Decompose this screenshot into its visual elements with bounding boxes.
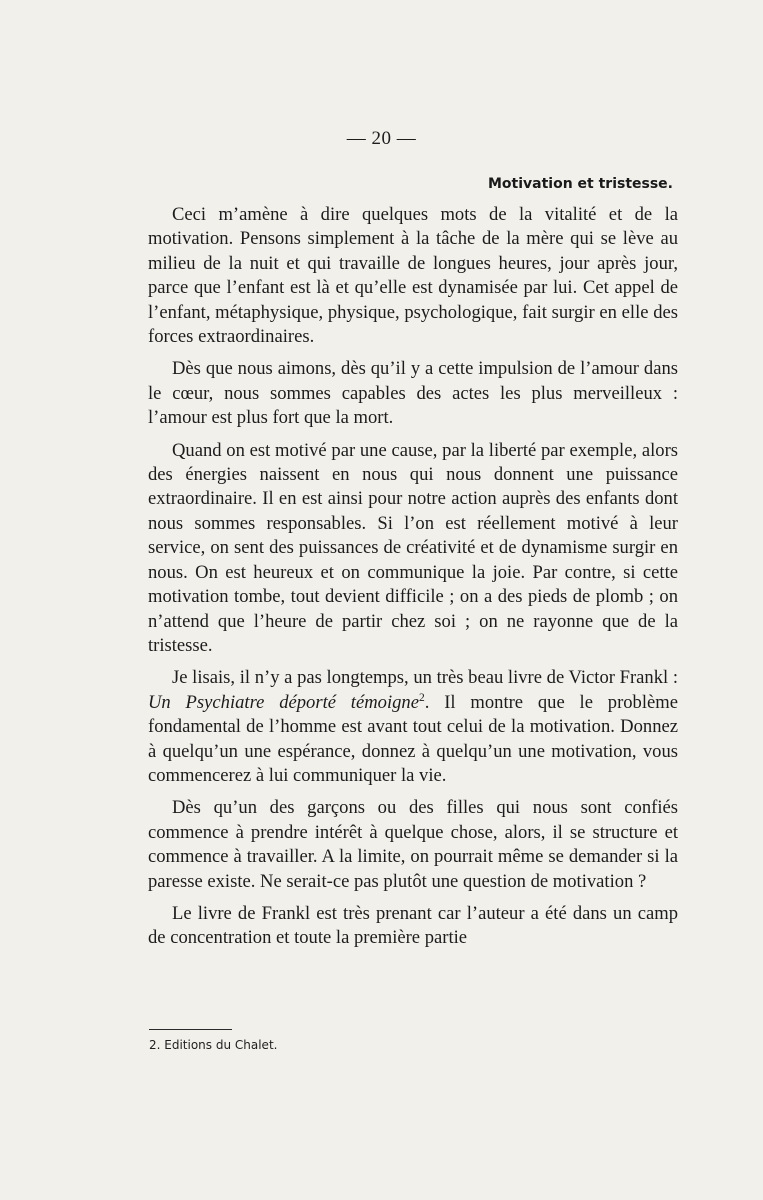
paragraph-6: Le livre de Frankl est très prenant car l’auteur a été dans un camp de concentration et toute la première partie [148, 902, 678, 949]
footnote-reference: 2 [418, 691, 425, 704]
paragraph-4 [148, 666, 678, 788]
paragraph-4-after: . Il montre que le problème fondamental de l’homme est avant tout celui de la motivation. Donnez à quelqu’un une espérance, donnez à quelqu’un une motivation, vous commencerez à lui communiquer la vie. [148, 691, 678, 786]
book-title: Un Psychiatre déporté témoigne [148, 691, 419, 713]
paragraph-3: Quand on est motivé par une cause, par la liberté par exemple, alors des énergies naissent en nous qui nous donnent une puissance extraordinaire. Il en est ainsi pour notre action auprès des enfants dont nous sommes responsables. Si l’on est réellement motivé à leur service, on sent des puissances de créativité et de dynamisme surgir en nous. On est heureux et on communique la joie. Par contre, si cette motivation tombe, tout devient difficile ; on a des pieds de plomb ; on n’attend que l’heure de partir chez soi ; on ne rayonne que de la tristesse. [148, 439, 678, 656]
paragraph-1: Ceci m’amène à dire quelques mots de la vitalité et de la motivation. Pensons simplement à la tâche de la mère qui se lève au milieu de la nuit et qui travaille de longues heures, jour après jour, parce que l’enfant est là et qu’elle est dynamisée par lui. Cet appel de l’enfant, métaphysique, physique, psychologique, fait surgir en elle des forces extraordinaires. [148, 204, 678, 348]
body-text [148, 203, 678, 951]
paragraph-5: Dès qu’un des garçons ou des filles qui nous sont confiés commence à prendre intérêt à quelque chose, alors, il se structure et commence à travailler. A la limite, on pourrait même se demander si la paresse existe. Ne serait-ce pas plutôt une question de motivation ? [148, 797, 678, 892]
running-head: Motivation et tristesse. [487, 176, 673, 192]
footnote-divider [149, 1029, 232, 1030]
paragraph-2: Dès que nous aimons, dès qu’il y a cette impulsion de l’amour dans le cœur, nous sommes capables des actes les plus merveilleux : l’amour est plus fort que la mort. [148, 358, 678, 429]
paragraph-4-before: Je lisais, il n’y a pas longtemps, un très beau livre de Victor Frankl : [172, 667, 678, 689]
page-number: — 20 — [346, 128, 417, 149]
footnote: 2. Editions du Chalet. [149, 1038, 278, 1052]
